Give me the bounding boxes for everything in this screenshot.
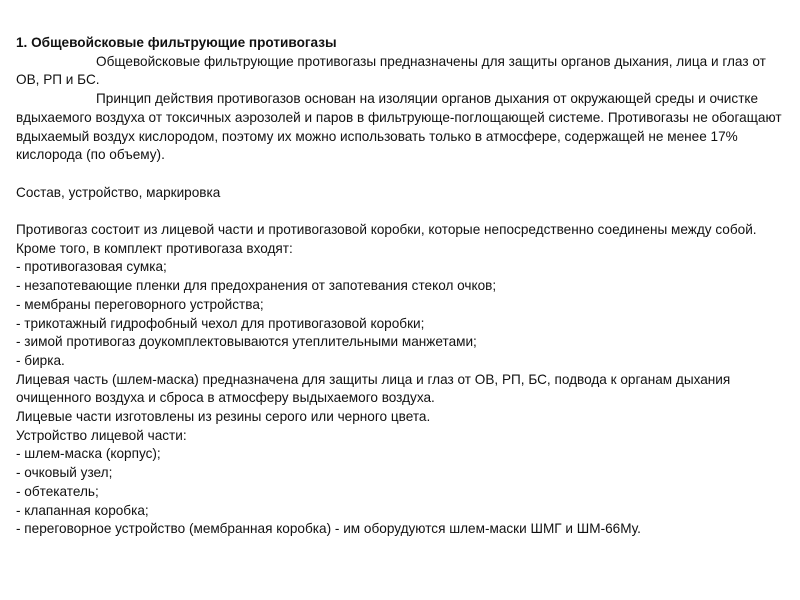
face-part-device-intro: Устройство лицевой части: — [16, 427, 187, 443]
list-item: - трикотажный гидрофобный чехол для противогазовой коробки; — [16, 315, 425, 331]
list-item: - шлем-маска (корпус); — [16, 446, 161, 462]
document-heading: 1. Общевойсковые фильтрующие противогазы — [16, 35, 337, 50]
face-part-purpose: Лицевая часть (шлем-маска) предназначена для защиты лица и глаз от ОВ, РП, БС, подвода к органам дыхания очищенного воздуха и сброса в атмосферу выдыхаемого воздуха. — [16, 371, 731, 406]
list-item: - незапотевающие пленки для предохранения от запотевания стекол очков; — [16, 278, 497, 294]
list-item: - обтекатель; — [16, 483, 99, 499]
document-page — [16, 34, 784, 539]
list-item: - мембраны переговорного устройства; — [16, 296, 264, 312]
spacer — [16, 165, 784, 184]
list-item: - переговорное устройство (мембранная коробка) - им оборудуются шлем-маски ШМГ и ШМ-66Му. — [16, 521, 641, 537]
list-item: - зимой противогаз доукомплектовываются утеплительными манжетами; — [16, 334, 477, 350]
section-title: Состав, устройство, маркировка — [16, 184, 221, 200]
intro-paragraph-purpose: Общевойсковые фильтрующие противогазы предназначены для защиты органов дыхания, лица и глаз от ОВ, РП и БС. — [16, 53, 766, 88]
face-part-device-list — [16, 445, 784, 539]
intro-paragraph-principle: Принцип действия противогазов основан на изоляции органов дыхания от окружающей среды и очистке вдыхаемого воздуха от токсичных аэрозолей и паров в фильтрующе-поглощающей системе. Противогазы не обогащают вдыхаемый воздух кислородом, поэтому их можно использовать только в атмосфере, содержащей не менее 17% кислорода (по объему). — [16, 91, 782, 163]
kit-intro: Кроме того, в комплект противогаза входят: — [16, 240, 293, 256]
face-part-material: Лицевые части изготовлены из резины серого или черного цвета. — [16, 409, 431, 425]
composition-paragraph: Противогаз состоит из лицевой части и противогазовой коробки, которые непосредственно соединены между собой. — [16, 222, 757, 237]
list-item: - противогазовая сумка; — [16, 259, 167, 275]
spacer — [16, 202, 784, 221]
kit-list — [16, 258, 784, 370]
list-item: - клапанная коробка; — [16, 502, 149, 518]
list-item: - очковый узел; — [16, 465, 113, 481]
list-item: - бирка. — [16, 352, 65, 368]
